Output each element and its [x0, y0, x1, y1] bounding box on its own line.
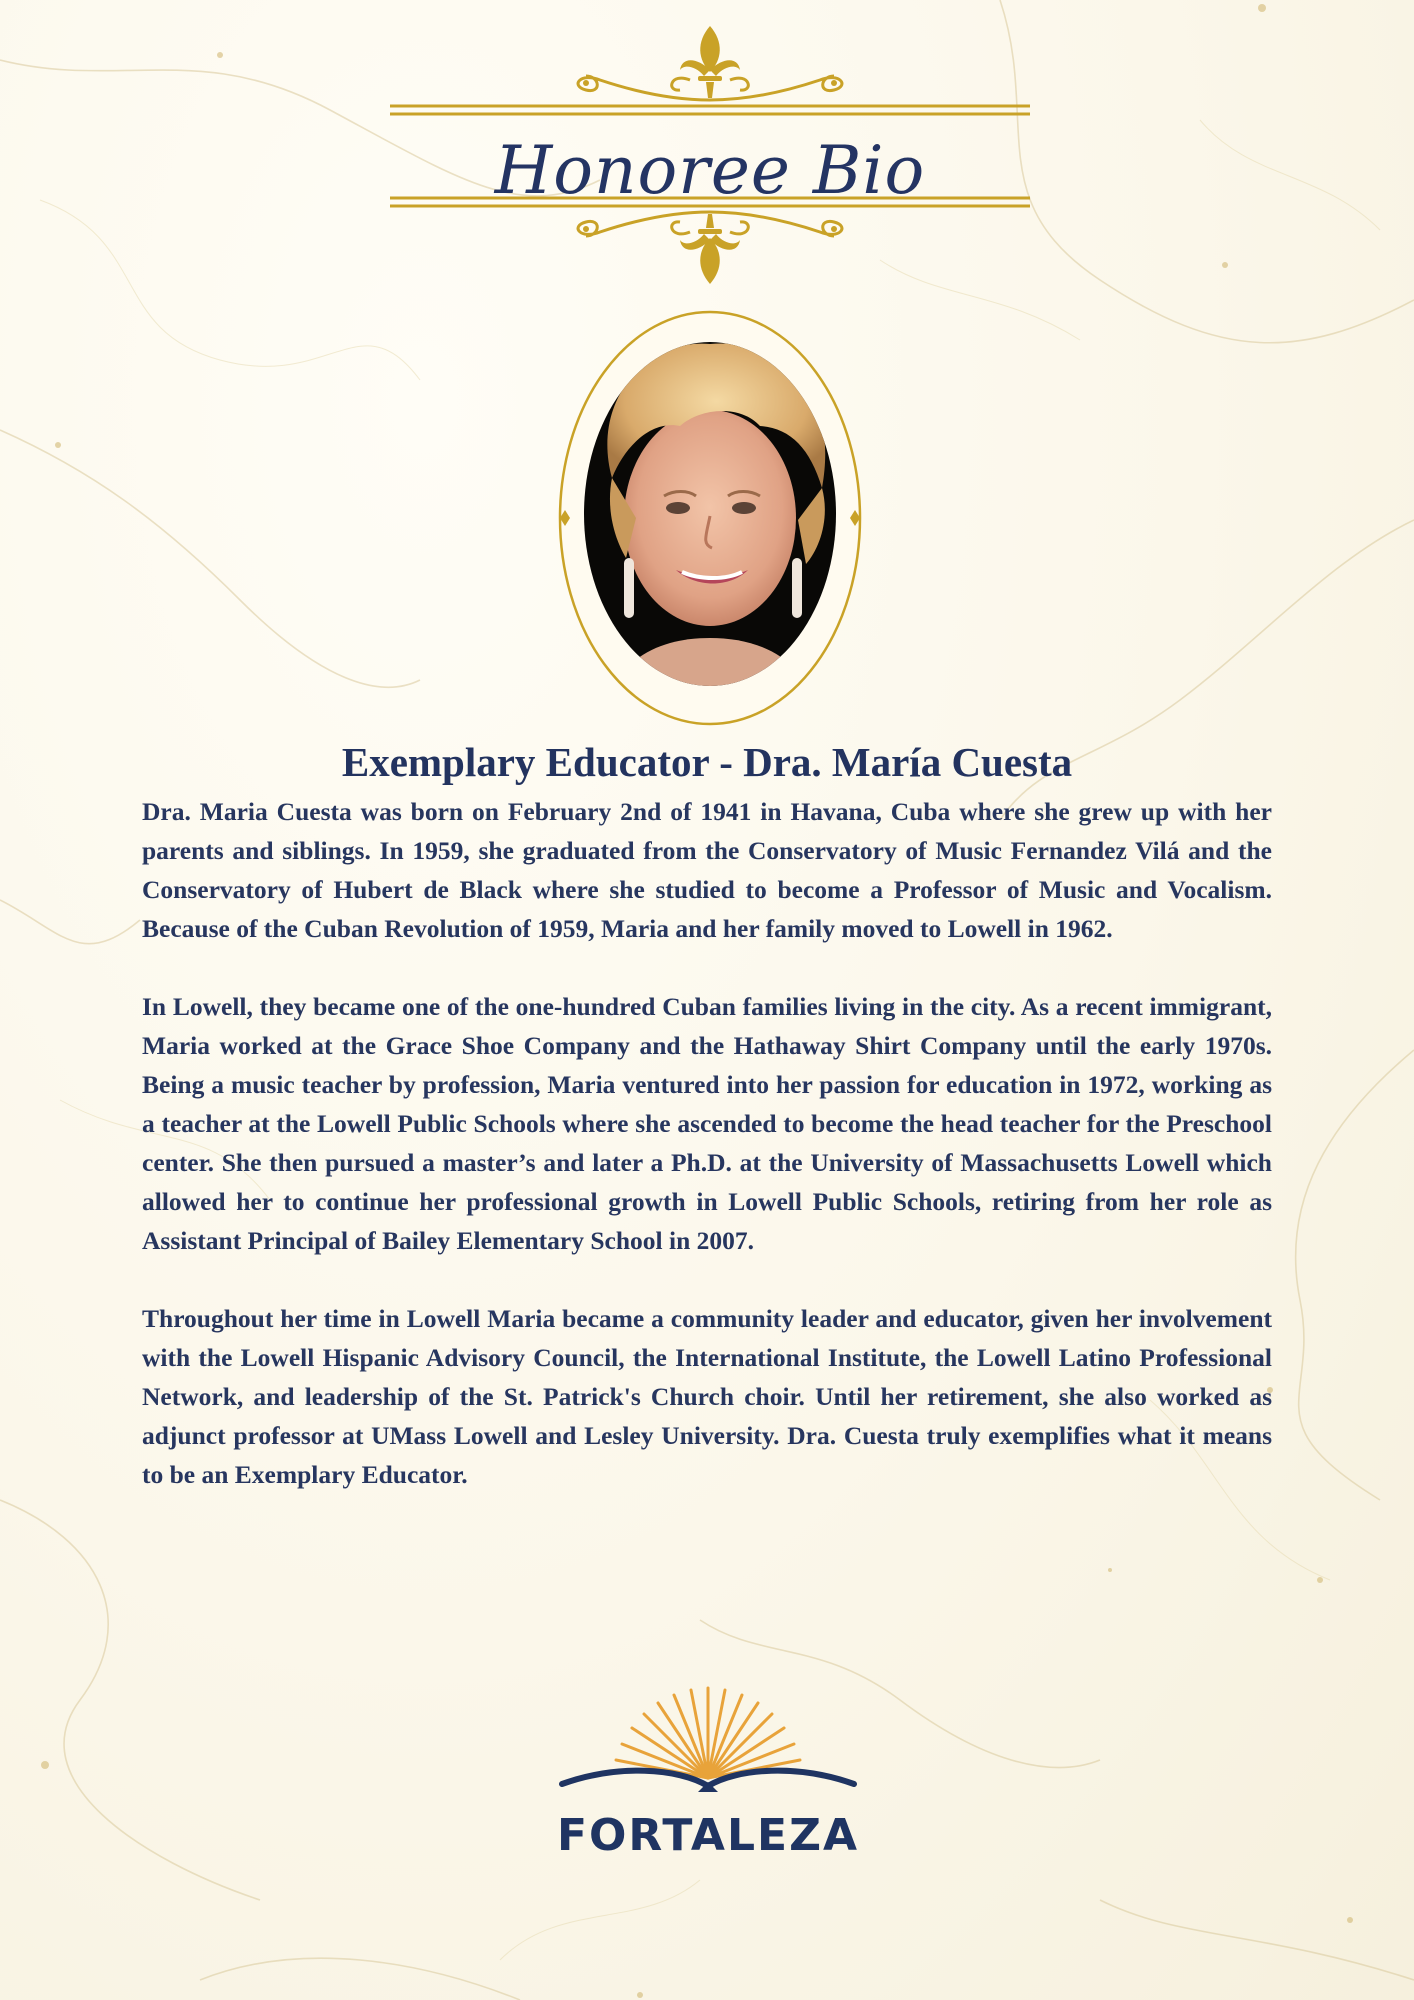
logo-wordmark: FORTALEZA [556, 1810, 860, 1861]
honoree-heading: Exemplary Educator - Dra. María Cuesta [341, 739, 1073, 785]
honoree-bio-header [380, 20, 1040, 290]
page-title: Honoree Bio [494, 132, 926, 209]
portrait-photo [540, 308, 880, 728]
honoree-portrait [540, 308, 880, 728]
sunrise-book-icon [548, 1680, 868, 1810]
bio-paragraph: In Lowell, they became one of the one-hundred Cuban families living in the city. As a recent immigrant, Maria worked at the Grace Shoe Company and the Hathaway Shirt Company until the early 1970s. Being a music teacher by profession, Maria ventured into her passion for education in 1972, working as a teacher at the Lowell Public Schools where she ascended to become the head teacher for the Preschool center. She then pursued a master’s and later a Ph.D. at the University of Massachusetts Lowell which allowed her to continue her professional growth in Lowell Public Schools, retiring from her role as Assistant Principal of Bailey Elementary School in 2007. [142, 992, 1272, 1255]
bio-paragraph: Dra. Maria Cuesta was born on February 2nd of 1941 in Havana, Cuba where she grew up with her parents and siblings. In 1959, she graduated from the Conservatory of Music Fernandez Vilá and the Conservatory of Hubert de Black where she studied to become a Professor of Music and Vocalism. Because of the Cuban Revolution of 1959, Maria and her family moved to Lowell in 1962. [142, 797, 1272, 943]
fortaleza-logo [548, 1680, 868, 1860]
bio-paragraph: Throughout her time in Lowell Maria became a community leader and educator, given her involvement with the Lowell Hispanic Advisory Council, the International Institute, the Lowell Latino Professional Network, and leadership of the St. Patrick's Church choir. Until her retirement, she also worked as adjunct professor at UMass Lowell and Lesley University. Dra. Cuesta truly exemplifies what it means to be an Exemplary Educator. [142, 1304, 1272, 1489]
bio-text [142, 792, 1272, 1533]
